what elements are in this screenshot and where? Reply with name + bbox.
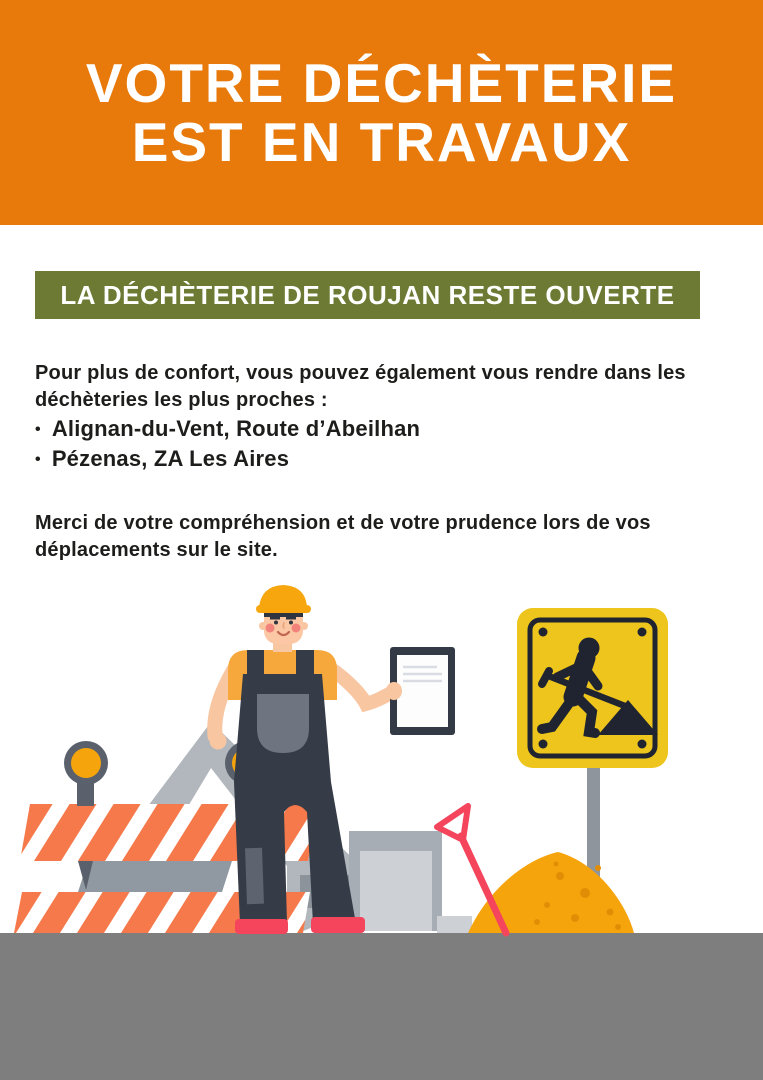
poster-title-line1: VOTRE DÉCHÈTERIE	[85, 51, 678, 114]
location-label: Pézenas, ZA Les Aires	[51, 446, 290, 471]
sand-pile-icon	[468, 852, 634, 933]
roadwork-sign-icon	[517, 608, 668, 768]
header-banner	[0, 0, 763, 225]
list-item	[35, 414, 715, 444]
worker-shoe	[311, 917, 365, 933]
subheader-ribbon	[35, 271, 700, 319]
overalls-pocket	[257, 694, 309, 753]
worker-shoe	[235, 919, 288, 934]
worker-head	[256, 585, 311, 652]
intro-text: Pour plus de confort, vous pouvez également vous rendre dans les déchèteries les plus proches :	[35, 362, 686, 411]
list-item	[35, 444, 715, 474]
bullet-icon: •	[35, 421, 41, 438]
bullet-icon: •	[35, 451, 41, 468]
shovel-icon	[437, 806, 506, 933]
crate	[349, 831, 472, 933]
poster-title-line2: EST EN TRAVAUX	[131, 110, 632, 173]
worker-right-arm	[330, 668, 394, 704]
construction-illustration	[0, 560, 763, 1080]
locations-list	[35, 414, 715, 474]
construction-scene-icon	[0, 560, 763, 1080]
ground	[0, 933, 763, 1080]
closing-text: Merci de votre compréhension et de votre prudence lors de vos déplacements sur le site.	[35, 512, 651, 561]
subheader-text: LA DÉCHÈTERIE DE ROUJAN RESTE OUVERTE	[60, 279, 675, 310]
hard-hat-icon	[256, 585, 311, 613]
location-label: Alignan-du-Vent, Route d’Abeilhan	[51, 416, 421, 441]
warning-lamp-icon	[64, 741, 108, 806]
